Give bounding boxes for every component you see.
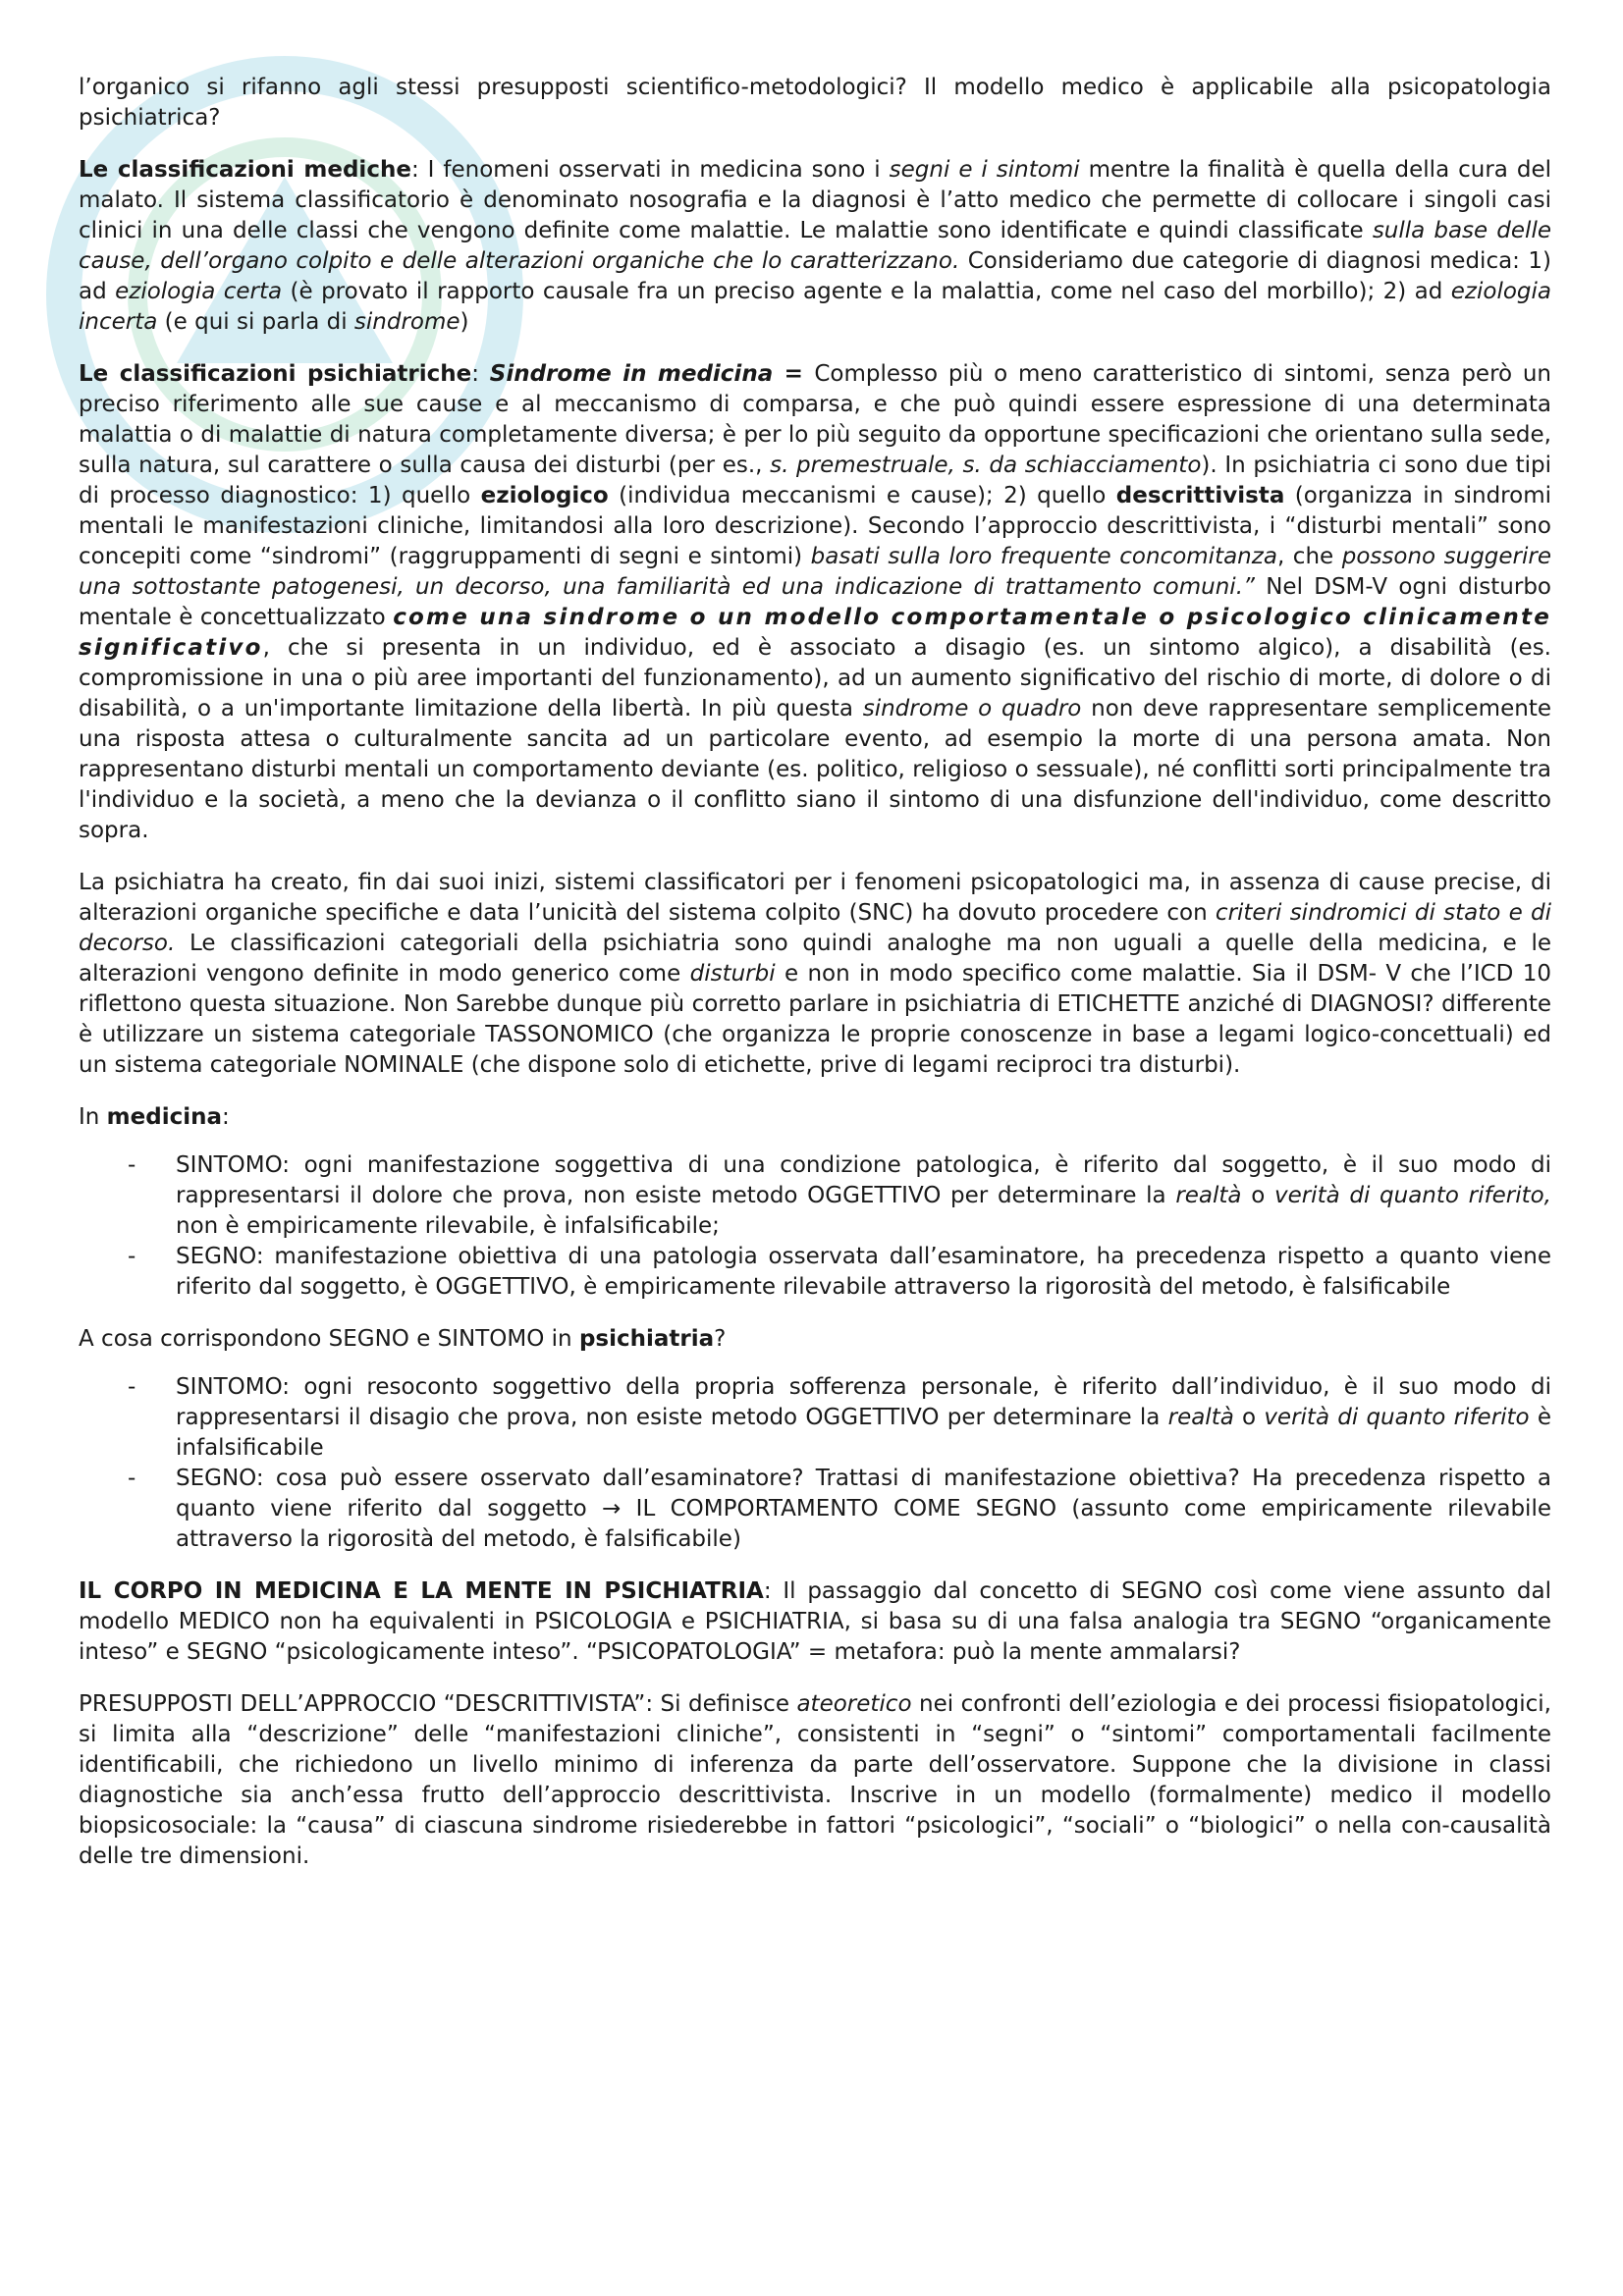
heading-corpo-mente: IL CORPO IN MEDICINA E LA MENTE IN PSICHIATRIA (79, 1578, 764, 1604)
list-item-segno-medicina: - SEGNO: manifestazione obiettiva di una patologia osservata dall’esaminatore, ha precedenza rispetto a quanto viene riferito dal soggetto, è OGGETTIVO, è empiricamente rilevabile attraverso la rigorosità del metodo, è falsificabile (79, 1242, 1551, 1303)
heading-classificazioni-psichiatriche: Le classificazioni psichiatriche (79, 361, 472, 387)
paragraph-psichiatria-classificazioni: La psichiatra ha creato, fin dai suoi inizi, sistemi classificatori per i fenomeni psicopatologici ma, in assenza di cause precise, di alterazioni organiche specifiche e data l’unicità del sistema colpito (SNC) ha dovuto procedere con criteri sindromici di stato e di decorso. Le classificazioni categoriali della psichiatria sono quindi analoghe ma non uguali a quelle della medicina, e le alterazioni vengono definite in modo generico come disturbi e non in modo specifico come malattie. Sia il DSM- V che l’ICD 10 riflettono questa situazione. Non Sarebbe dunque più corretto parlare in psichiatria di ETICHETTE anziché di DIAGNOSI? differente è utilizzare un sistema categoriale TASSONOMICO (che organizza le proprie conoscenze in base a legami logico-concettuali) ed un sistema categoriale NOMINALE (che dispone solo di etichette, prive di legami reciproci tra disturbi). (79, 870, 1551, 1078)
paragraph-classificazioni-psichiatriche: Le classificazioni psichiatriche: Sindrome in medicina = Complesso più o meno caratteristico di sintomi, senza però un preciso riferimento alle sue cause e al meccanismo di comparsa, e che può quindi essere espressione di una determinata malattia o di malattie di natura completamente diversa; è per lo più seguito da opportune specificazioni che orientano sulla sede, sulla natura, sul carattere o sulla causa dei disturbi (per es., s. premestruale, s. da schiacciamento). In psichiatria ci sono due tipi di processo diagnostico: 1) quello eziologico (individua meccanismi e cause); 2) quello descrittivista (organizza in sindromi mentali le manifestazioni cliniche, limitandosi alla loro descrizione). Secondo l’approccio descrittivista, i “disturbi mentali” sono concepiti come “sindromi” (raggruppamenti di segni e sintomi) basati sulla loro frequente concomitanza, che possono suggerire una sottostante patogenesi, un decorso, una familiarità ed una indicazione di trattamento comuni.” Nel DSM-V ogni disturbo mentale è concettualizzato come una sindrome o un modello comportamentale o psicologico clinicamente significativo, che si presenta in un individuo, ed è associato a disagio (es. un sintomo algico), a disabilità (es. compromissione in una o più aree importanti del funzionamento), ad un aumento significativo del rischio di morte, di dolore o di disabilità, o a un'importante limitazione della libertà. In più questa sindrome o quadro non deve rappresentare semplicemente una risposta attesa o culturalmente sancita ad un particolare evento, ad esempio la morte di una persona amata. Non rappresentano disturbi mentali un comportamento deviante (es. politico, religioso o sessuale), né conflitti sorti principalmente tra l'individuo e la società, a meno che la devianza o il conflitto siano il sintomo di una disfunzione dell'individuo, come descritto sopra. (79, 361, 1552, 843)
list-item-sintomo-psichiatria: - SINTOMO: ogni resoconto soggettivo della propria sofferenza personale, è riferito dall’individuo, è il suo modo di rappresentarsi il disagio che prova, non esiste metodo OGGETTIVO per determinare la realtà o verità di quanto riferito è infalsificabile (79, 1372, 1551, 1464)
paragraph-in-medicina: In medicina: (79, 1104, 230, 1130)
paragraph-corpo-mente: IL CORPO IN MEDICINA E LA MENTE IN PSICHIATRIA: Il passaggio dal concetto di SEGNO così come viene assunto dal modello MEDICO non ha equivalenti in PSICOLOGIA e PSICHIATRIA, si basa su di una falsa analogia tra SEGNO “organicamente inteso” e SEGNO “psicologicamente inteso”. “PSICOPATOLOGIA” = metafora: può la mente ammalarsi? (79, 1578, 1551, 1665)
list-item-segno-psichiatria: - SEGNO: cosa può essere osservato dall’esaminatore? Trattasi di manifestazione obiettiva? Ha precedenza rispetto a quanto viene riferito dal soggetto → IL COMPORTAMENTO COME SEGNO (assunto come empiricamente rilevabile attraverso la rigorosità del metodo, è falsificabile) (79, 1464, 1551, 1555)
list-item-sintomo-medicina: - SINTOMO: ogni manifestazione soggettiva di una condizione patologica, è riferito dal soggetto, è il suo modo di rappresentarsi il dolore che prova, non esiste metodo OGGETTIVO per determinare la realtà o verità di quanto riferito, non è empiricamente rilevabile, è infalsificabile; (79, 1150, 1551, 1242)
paragraph-classificazioni-mediche: Le classificazioni mediche: I fenomeni osservati in medicina sono i segni e i sintomi mentre la finalità è quella della cura del malato. Il sistema classificatorio è denominato nosografia e la diagnosi è l’atto medico che permette di collocare i singoli casi clinici in una delle classi che vengono definite come malattie. Le malattie sono identificate e quindi classificate sulla base delle cause, dell’organo colpito e delle alterazioni organiche che lo caratterizzano. Consideriamo due categorie di diagnosi medica: 1) ad eziologia certa (è provato il rapporto causale fra un preciso agente e la malattia, come nel caso del morbillo); 2) ad eziologia incerta (e qui si parla di sindrome) (79, 157, 1551, 335)
paragraph-in-psichiatria: A cosa corrispondono SEGNO e SINTOMO in psichiatria? (79, 1326, 727, 1352)
paragraph-presupposti-descrittivista: PRESUPPOSTI DELL’APPROCCIO “DESCRITTIVISTA”: Si definisce ateoretico nei confronti dell’eziologia e dei processi fisiopatologici, si limita alla “descrizione” delle “manifestazioni cliniche”, consistenti in “segni” o “sintomi” comportamentali facilmente identificabili, che richiedono un livello minimo di inferenza da parte dell’osservatore. Suppone che la divisione in classi diagnostiche sia anch’essa frutto dell’approccio descrittivista. Inscrive in un modello (formalmente) medico il modello biopsicosociale: la “causa” di ciascuna sindrome risiederebbe in fattori “psicologici”, “sociali” o “biologici” o nella con-causalità delle tre dimensioni. (79, 1691, 1551, 1869)
document-page (79, 73, 1551, 1894)
list-psichiatria (79, 1372, 1551, 1555)
heading-classificazioni-mediche: Le classificazioni mediche (79, 157, 411, 183)
list-medicina (79, 1150, 1551, 1303)
paragraph-intro: l’organico si rifanno agli stessi presupposti scientifico-metodologici? Il modello medico è applicabile alla psicopatologia psichiatrica? (79, 75, 1551, 131)
